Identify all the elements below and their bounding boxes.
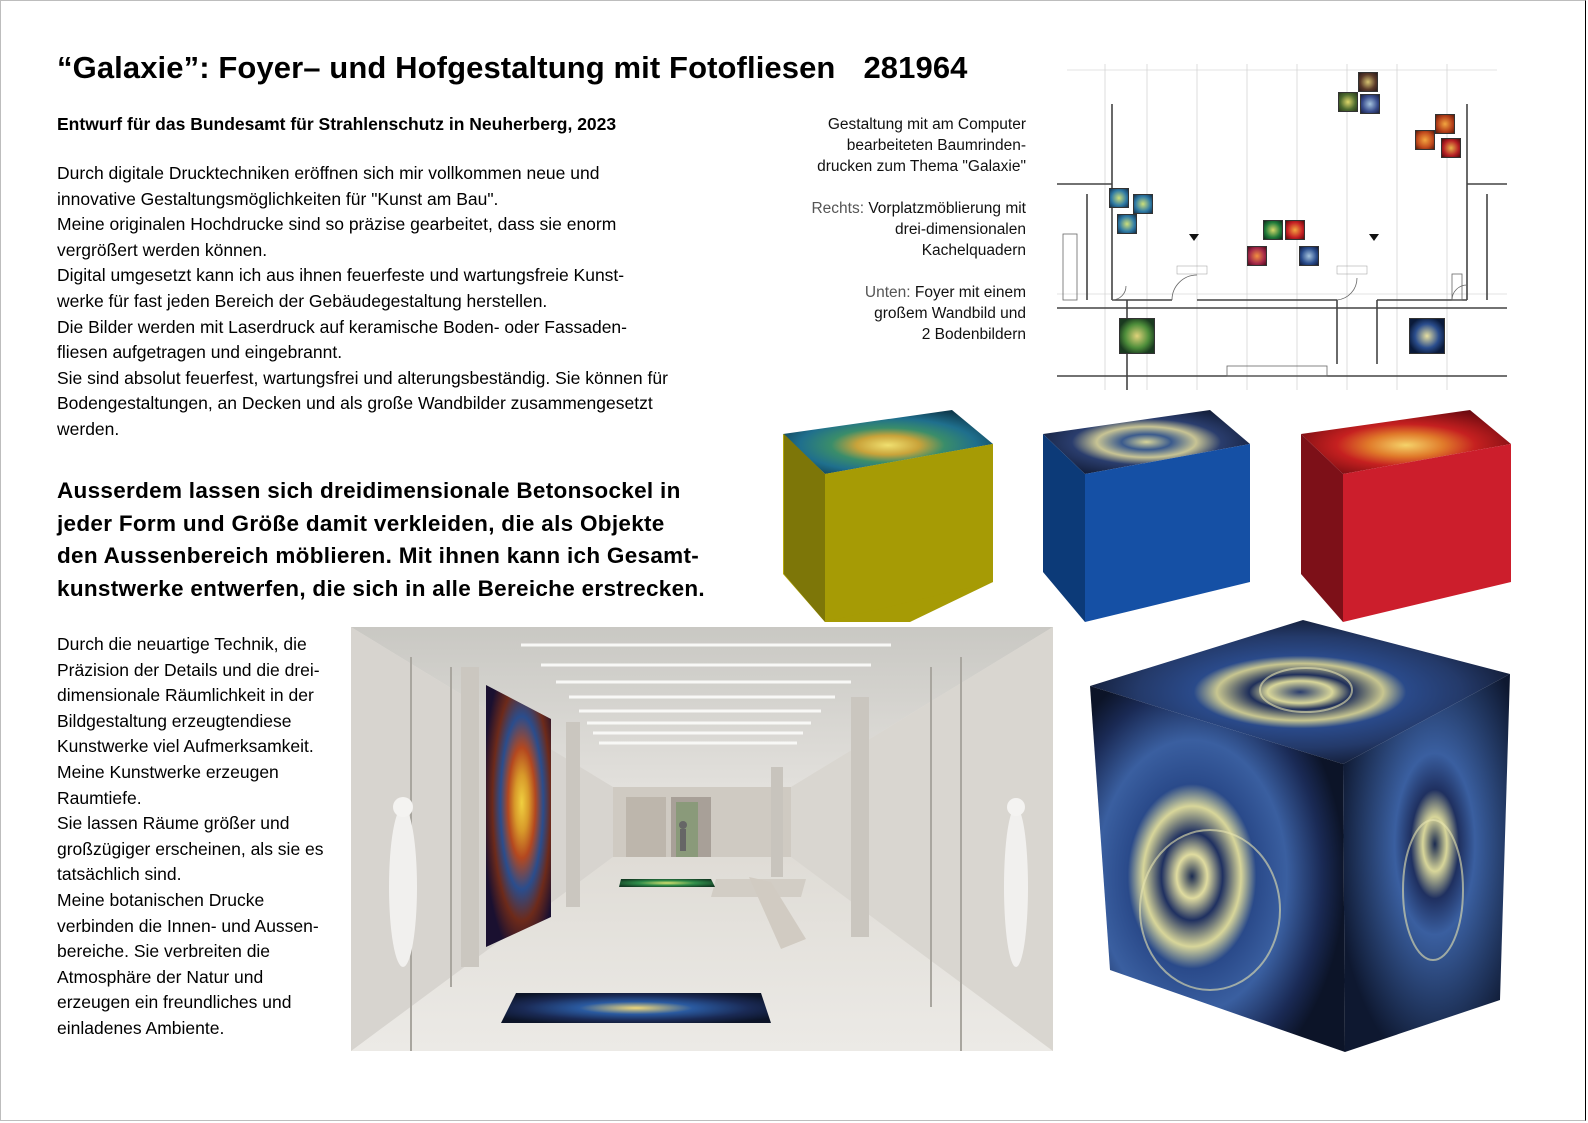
- intro-line: werden.: [57, 418, 120, 439]
- plan-tile: [1263, 220, 1283, 240]
- plan-tile: [1247, 246, 1267, 266]
- intro-line: Digital umgesetzt kann ich aus ihnen feuerfeste und wartungsfreie Kunst-: [57, 265, 625, 286]
- caption-line: drucken zum Thema "Galaxie": [817, 158, 1026, 175]
- plan-tile: [1435, 114, 1455, 134]
- cube-front-face: [1343, 444, 1511, 622]
- lower-line: Präzision der Details und die drei-: [57, 659, 320, 680]
- lower-line: dimensionale Räumlichkeit in der: [57, 685, 314, 706]
- intro-line: Die Bilder werden mit Laserdruck auf keramische Boden- oder Fassaden-: [57, 316, 627, 337]
- blue-cube-image: [1040, 404, 1252, 622]
- lower-line: Bildgestaltung erzeugtendiese: [57, 710, 292, 731]
- plan-tile: [1360, 94, 1380, 114]
- lower-line: verbinden die Innen- und Aussen-: [57, 915, 319, 936]
- caption-line: Foyer mit einem: [914, 284, 1026, 301]
- project-number: 281964: [863, 50, 968, 85]
- cube-front-face: [1085, 444, 1250, 622]
- caption-line: Gestaltung mit am Computer: [827, 116, 1026, 133]
- lower-line: großzügiger erscheinen, als sie es: [57, 838, 324, 859]
- intro-line: Meine originalen Hochdrucke sind so präzise gearbeitet, dass sie enorm: [57, 214, 617, 235]
- caption-label: Rechts:: [811, 200, 865, 217]
- plan-tile: [1119, 318, 1155, 354]
- caption-line: drei-dimensionalen: [895, 221, 1026, 238]
- caption-design: [780, 114, 1026, 177]
- lower-line: Sie lassen Räume größer und: [57, 813, 290, 834]
- plan-tile: [1415, 130, 1435, 150]
- caption-label: Unten:: [864, 284, 911, 301]
- plan-tile: [1409, 318, 1445, 354]
- highlight-text: [57, 475, 757, 605]
- intro-line: Bodengestaltungen, an Decken und als große Wandbilder zusammengesetzt: [57, 393, 653, 414]
- highlight-line: jeder Form und Größe damit verkleiden, die als Objekte: [57, 510, 665, 536]
- foyer-scene: [351, 627, 1053, 1051]
- intro-line: vergrößert werden können.: [57, 239, 268, 260]
- plan-tile: [1358, 72, 1378, 92]
- intro-line: Durch digitale Drucktechniken eröffnen sich mir vollkommen neue und: [57, 163, 600, 183]
- plan-tile: [1285, 220, 1305, 240]
- title-text: “Galaxie”: Foyer– und Hofgestaltung mit Fotofliesen: [57, 50, 836, 85]
- caption-line: Kachelquadern: [921, 242, 1026, 259]
- red-cube-image: [1298, 404, 1514, 622]
- subtitle: Entwurf für das Bundesamt für Strahlenschutz in Neuherberg, 2023: [57, 114, 617, 134]
- caption-line: 2 Bodenbildern: [921, 326, 1026, 343]
- intro-line: Sie sind absolut feuerfest, wartungsfrei und alterungsbeständig. Sie können für: [57, 367, 668, 388]
- lower-line: tatsächlich sind.: [57, 864, 182, 885]
- lower-line: Meine botanischen Drucke: [57, 889, 265, 910]
- caption-below: [780, 282, 1026, 345]
- lower-line: Durch die neuartige Technik, die: [57, 634, 307, 654]
- intro-line: werke für fast jeden Bereich der Gebäudegestaltung herstellen.: [57, 290, 548, 311]
- plan-tile: [1133, 194, 1153, 214]
- lower-line: bereiche. Sie verbreiten die: [57, 941, 271, 962]
- highlight-line: kunstwerke entwerfen, die sich in alle Bereiche erstrecken.: [57, 575, 705, 601]
- plan-tile: [1299, 246, 1319, 266]
- yellow-cube-image: [780, 404, 996, 622]
- intro-text: [57, 161, 737, 443]
- galaxy-cube-image: [1088, 620, 1512, 1052]
- highlight-line: den Aussenbereich möblieren. Mit ihnen kann ich Gesamt-: [57, 543, 700, 568]
- lower-line: Kunstwerke viel Aufmerksamkeit.: [57, 736, 314, 757]
- intro-line: innovative Gestaltungsmöglichkeiten für "Kunst am Bau".: [57, 188, 499, 209]
- highlight-line: Ausserdem lassen sich dreidimensionale Betonsockel in: [57, 478, 681, 503]
- page-title: [57, 50, 968, 86]
- caption-line: großem Wandbild und: [874, 305, 1026, 322]
- lower-text: [57, 632, 347, 1042]
- floor-plan-image: [1057, 64, 1507, 390]
- foyer-rendering-image: [351, 627, 1053, 1051]
- plan-tile: [1338, 92, 1358, 112]
- plan-tile: [1109, 188, 1129, 208]
- plan-tile: [1117, 214, 1137, 234]
- lower-line: einladenes Ambiente.: [57, 1017, 225, 1038]
- plan-tile: [1441, 138, 1461, 158]
- intro-line: fliesen aufgetragen und eingebrannt.: [57, 342, 343, 363]
- lower-line: erzeugen ein freundliches und: [57, 992, 292, 1013]
- caption-line: Vorplatzmöblierung mit: [868, 200, 1026, 217]
- lower-line: Atmosphäre der Natur und: [57, 966, 264, 987]
- lower-line: Meine Kunstwerke erzeugen: [57, 761, 279, 782]
- caption-line: bearbeiteten Baumrinden-: [846, 137, 1026, 154]
- image-captions: [780, 114, 1026, 366]
- caption-right: [780, 198, 1026, 261]
- lower-line: Raumtiefe.: [57, 787, 142, 808]
